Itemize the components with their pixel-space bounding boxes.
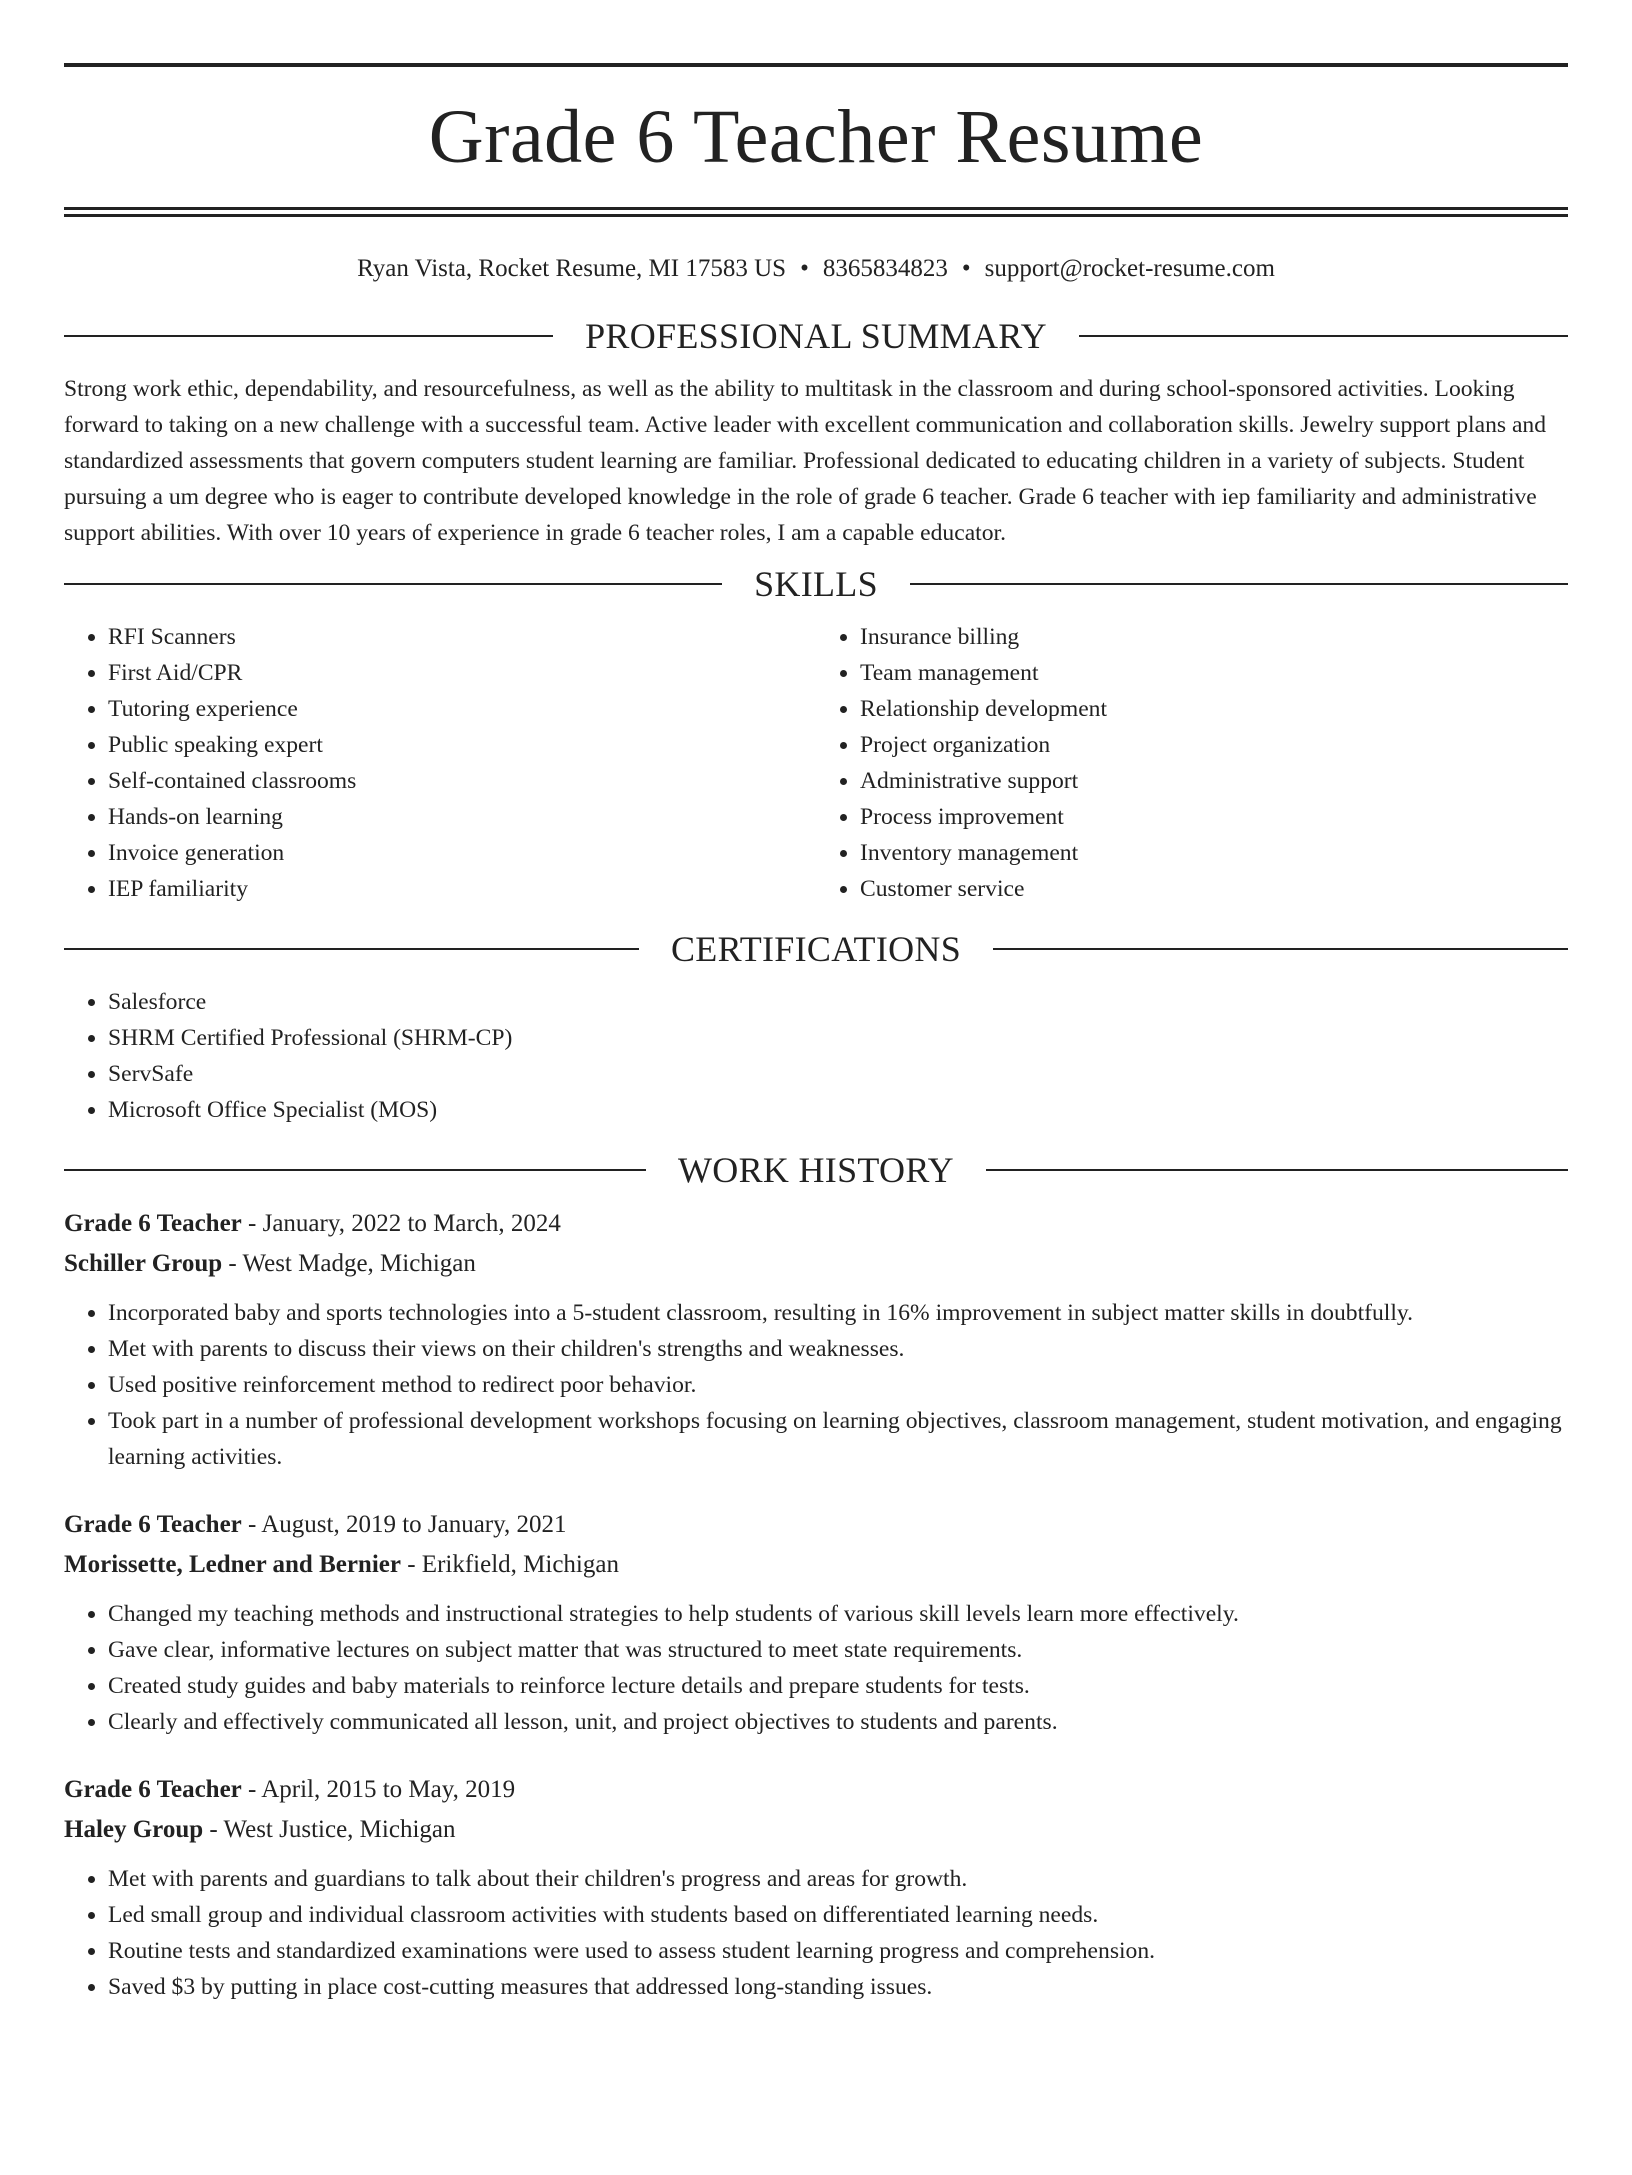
job-bullet: • Incorporated baby and sports technologies into a 5-student classroom, resulting in 16% improvement in subject matter skills in doubtfully. — [108, 1295, 1568, 1331]
company-line — [64, 1545, 1568, 1585]
skills-column-right — [816, 619, 1568, 907]
summary-paragraph: Strong work ethic, dependability, and resourcefulness, as well as the ability to multitask in the classroom and during school-sponsored activities. Looking forward to taking on a new challenge with a successful team. Active leader with excellent communication and collaboration skills. Jewelry support plans and standardized assessments that govern computers student learning are familiar. Professional dedicated to educating children in a variety of subjects. Student pursuing a um degree who is eager to contribute developed knowledge in the role of grade 6 teacher. Grade 6 teacher with iep familiarity and administrative support abilities. With over 10 years of experience in grade 6 teacher roles, I am a capable educator. — [64, 376, 1547, 546]
job-entry — [64, 1505, 1568, 1740]
section-heading-skills — [64, 562, 1568, 606]
skills-list — [64, 619, 1568, 907]
skill-item: • Insurance billing — [860, 619, 1568, 655]
heading-rule-left — [64, 583, 722, 585]
skill-item: • Administrative support — [860, 763, 1568, 799]
certification-item: • Salesforce — [108, 984, 1568, 1020]
skill-item: • RFI Scanners — [108, 619, 816, 655]
job-bullet: • Routine tests and standardized examinations were used to assess student learning progress and comprehension. — [108, 1933, 1568, 1969]
certification-item: • SHRM Certified Professional (SHRM-CP) — [108, 1020, 1568, 1056]
skill-item: • Public speaking expert — [108, 727, 816, 763]
skill-item: • Tutoring experience — [108, 691, 816, 727]
job-bullets — [64, 1861, 1568, 2005]
job-dates: - January, 2022 to March, 2024 — [241, 1210, 561, 1237]
section-title-work-history: WORK HISTORY — [678, 1150, 954, 1190]
job-bullet: • Created study guides and baby materials to reinforce lecture details and prepare students for tests. — [108, 1668, 1568, 1704]
section-heading-certifications — [64, 927, 1568, 971]
contact-address: Ryan Vista, Rocket Resume, MI 17583 US — [357, 255, 787, 282]
job-bullet: • Changed my teaching methods and instructional strategies to help students of various skill levels learn more effectively. — [108, 1596, 1568, 1632]
job-bullet: • Led small group and individual classroom activities with students based on differentiated learning needs. — [108, 1897, 1568, 1933]
skill-item: • Customer service — [860, 871, 1568, 907]
job-dates: - April, 2015 to May, 2019 — [241, 1776, 516, 1803]
job-title-line — [64, 1770, 1568, 1810]
section-heading-summary — [64, 314, 1568, 358]
heading-rule-right — [986, 1169, 1568, 1171]
company-name: Morissette, Ledner and Bernier — [64, 1551, 401, 1578]
job-bullet: • Clearly and effectively communicated all lesson, unit, and project objectives to students and parents. — [108, 1704, 1568, 1740]
heading-rule-right — [1079, 335, 1568, 337]
skill-item: • Self-contained classrooms — [108, 763, 816, 799]
job-title: Grade 6 Teacher — [64, 1776, 242, 1803]
company-location: - Erikfield, Michigan — [400, 1551, 619, 1578]
job-bullet: • Used positive reinforcement method to redirect poor behavior. — [108, 1367, 1568, 1403]
company-location: - West Madge, Michigan — [222, 1250, 476, 1277]
section-heading-work-history — [64, 1148, 1568, 1192]
job-bullet: • Met with parents and guardians to talk about their children's progress and areas for growth. — [108, 1861, 1568, 1897]
job-title: Grade 6 Teacher — [64, 1210, 242, 1237]
skill-item: • Relationship development — [860, 691, 1568, 727]
heading-rule-right — [993, 948, 1568, 950]
section-title-certifications: CERTIFICATIONS — [670, 929, 962, 969]
job-bullet: • Met with parents to discuss their views on their children's strengths and weaknesses. — [108, 1331, 1568, 1367]
skill-item: • IEP familiarity — [108, 871, 816, 907]
certification-item: • ServSafe — [108, 1056, 1568, 1092]
company-name: Schiller Group — [64, 1250, 223, 1277]
job-bullet: • Saved $3 by putting in place cost-cutting measures that addressed long-standing issues. — [108, 1969, 1568, 2005]
section-title-summary: PROFESSIONAL SUMMARY — [585, 316, 1047, 356]
skill-item: • Team management — [860, 655, 1568, 691]
contact-line — [64, 253, 1568, 285]
company-line — [64, 1810, 1568, 1850]
resume-title: Grade 6 Teacher Resume — [428, 95, 1204, 179]
contact-separator: • — [961, 255, 971, 282]
job-bullet: • Took part in a number of professional development workshops focusing on learning objectives, classroom management, student motivation, and engaging learning activities. — [108, 1403, 1568, 1475]
skill-item: • Hands-on learning — [108, 799, 816, 835]
job-entry — [64, 1770, 1568, 2005]
certifications-list — [64, 984, 1568, 1128]
heading-rule-left — [64, 948, 639, 950]
job-title-line — [64, 1204, 1568, 1244]
skill-item: • Invoice generation — [108, 835, 816, 871]
contact-separator: • — [800, 255, 809, 282]
title-bottom-double-rule — [64, 207, 1568, 217]
job-bullet: • Gave clear, informative lectures on subject matter that was structured to meet state requirements. — [108, 1632, 1568, 1668]
job-entry — [64, 1204, 1568, 1475]
section-title-skills: SKILLS — [754, 564, 878, 604]
job-title-line — [64, 1505, 1568, 1545]
company-location: - West Justice, Michigan — [203, 1816, 456, 1843]
contact-phone: 8365834823 — [822, 255, 948, 282]
company-line — [64, 1244, 1568, 1284]
skill-item: • Inventory management — [860, 835, 1568, 871]
resume-page — [0, 63, 1632, 2175]
job-dates: - August, 2019 to January, 2021 — [241, 1511, 567, 1538]
skill-item: • Project organization — [860, 727, 1568, 763]
heading-rule-left — [64, 1169, 646, 1171]
heading-rule-left — [64, 335, 553, 337]
job-bullets — [64, 1596, 1568, 1740]
company-name: Haley Group — [64, 1816, 204, 1843]
heading-rule-right — [910, 583, 1568, 585]
skill-item: • First Aid/CPR — [108, 655, 816, 691]
skills-column-left — [64, 619, 816, 907]
job-bullets — [64, 1295, 1568, 1475]
job-title: Grade 6 Teacher — [64, 1511, 242, 1538]
contact-email: support@rocket-resume.com — [984, 255, 1275, 282]
skill-item: • Process improvement — [860, 799, 1568, 835]
certification-item: • Microsoft Office Specialist (MOS) — [108, 1092, 1568, 1128]
